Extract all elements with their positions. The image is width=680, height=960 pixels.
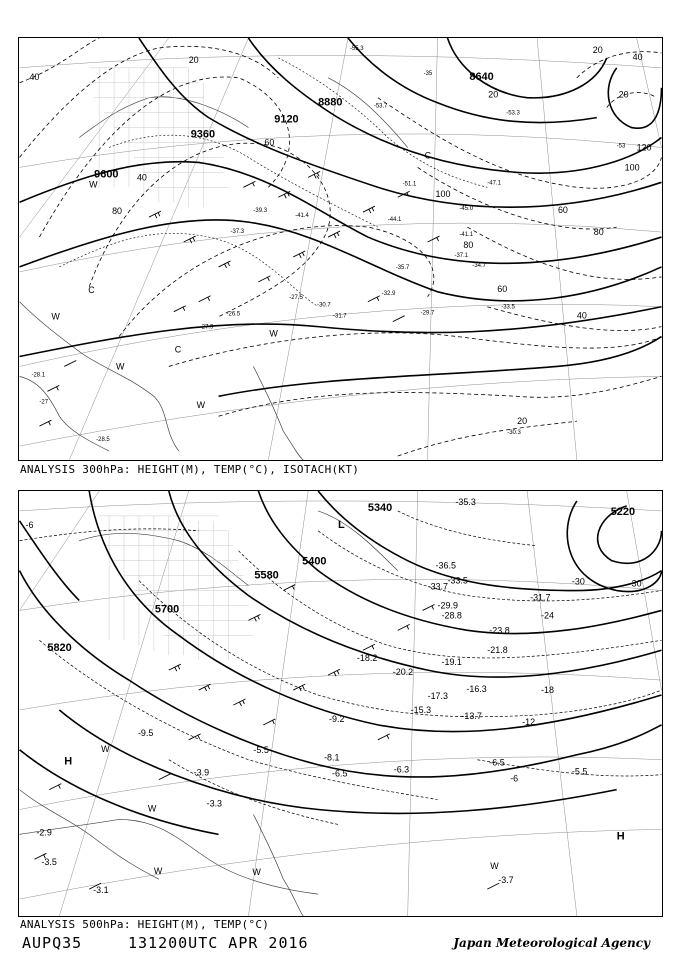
temperature-label: -34.7	[472, 262, 486, 269]
chart-code: AUPQ35	[22, 934, 83, 952]
temperature-label: -33.5	[447, 575, 468, 586]
temperature-label: -6.3	[393, 764, 410, 775]
temperature-label: -18.2	[356, 653, 378, 664]
height-label: 8880	[318, 96, 343, 109]
isotach-label: 100	[435, 189, 451, 200]
temperature-label: -24	[541, 610, 554, 621]
height-label: 8640	[469, 70, 494, 83]
height-label: 5340	[367, 501, 393, 514]
temperature-label: -18	[541, 685, 554, 696]
temperature-label: -28.5	[96, 437, 110, 444]
isotach-label: 20	[618, 89, 629, 100]
temperature-label: -13.7	[461, 710, 482, 721]
temperature-label: -3.7	[498, 875, 514, 886]
temperature-label: -30.7	[317, 302, 331, 309]
temperature-label: -41.4	[295, 213, 309, 220]
low-pressure-mark: L	[338, 518, 345, 531]
temperature-label: -31.7	[333, 313, 347, 320]
temperature-label: -27.9	[199, 324, 214, 331]
cold-center-mark: C	[88, 284, 95, 295]
temperature-label: -21.8	[487, 645, 508, 656]
warm-center-mark: W	[252, 867, 261, 878]
temperature-label: -5.5	[253, 744, 269, 755]
isotach-label: 40	[632, 51, 643, 62]
temperature-label: -23.8	[489, 625, 510, 636]
height-label: 9600	[94, 168, 119, 181]
temperature-label: -37.1	[454, 252, 469, 259]
temperature-label: -5.5	[571, 766, 588, 777]
isotach-label: 120	[636, 142, 652, 153]
temperature-label: -53	[616, 143, 626, 150]
height-label: 9360	[190, 128, 216, 141]
temperature-label: -26.5	[226, 311, 241, 318]
temperature-label: -2.9	[36, 827, 52, 838]
height-label: 5400	[302, 555, 327, 568]
labels-300	[29, 45, 651, 443]
temperature-label: -35	[423, 70, 433, 77]
agency-name: Japan Meteorological Agency	[453, 936, 650, 950]
warm-center-mark: W	[490, 861, 499, 872]
isotach-label: 40	[136, 172, 147, 183]
temperature-label: -6.5	[489, 757, 505, 768]
temperature-label: -35.7	[395, 264, 410, 271]
temperature-label: -17.3	[427, 691, 448, 702]
warm-center-mark: W	[101, 743, 110, 754]
warm-center-mark: W	[269, 328, 278, 339]
temperature-label: -47.1	[487, 180, 501, 187]
height-label: 5220	[610, 505, 636, 518]
temperature-label: -44.1	[387, 217, 402, 224]
graticule-500	[20, 491, 662, 916]
temperature-label: -27.5	[289, 294, 303, 301]
map-500hpa-svg	[19, 491, 662, 916]
labels-500	[25, 497, 641, 895]
temperature-label: -32.9	[381, 290, 396, 297]
warm-center-mark: W	[153, 866, 163, 877]
temperature-label: -3.5	[41, 857, 57, 868]
isotach-label: 80	[463, 240, 474, 251]
warm-center-mark: W	[147, 803, 157, 814]
temperature-label: -6	[510, 773, 519, 784]
temperature-label: -19.1	[441, 657, 462, 668]
terrain-hatch-500	[99, 516, 253, 660]
temperature-label: -6	[25, 519, 34, 530]
temperature-label: -39.3	[253, 208, 268, 215]
warm-center-mark: W	[196, 400, 206, 411]
temperature-label: -53.3	[506, 110, 520, 117]
height-contours-500	[20, 491, 662, 834]
map-300hpa-svg	[19, 38, 662, 460]
cold-center-mark: C	[424, 150, 432, 161]
warm-center-mark: W	[116, 361, 125, 372]
temperature-label: -29.7	[420, 310, 435, 317]
isotach-label: 80	[593, 227, 604, 238]
height-contours-300	[20, 38, 662, 396]
isotach-label: 40	[576, 310, 587, 321]
temperature-label: -30.3	[507, 430, 521, 437]
temperature-label: -8.1	[324, 752, 340, 763]
temperature-label: -15.3	[410, 704, 432, 715]
isotach-label: 20	[592, 44, 603, 55]
temperature-label: -53.7	[373, 103, 388, 110]
temperature-label: -55.3	[349, 45, 364, 52]
temperature-label: -37.3	[230, 229, 245, 236]
caption-500hpa: ANALYSIS 500hPa: HEIGHT(M), TEMP(°C)	[20, 918, 270, 931]
temperature-label: -35.3	[455, 496, 476, 507]
temperature-label: -30	[571, 576, 585, 587]
temperature-label: -45.0	[459, 206, 474, 213]
temperature-label: -41.1	[459, 232, 474, 239]
height-label: 9120	[274, 113, 299, 126]
temperature-label: -6.5	[332, 768, 348, 779]
isotach-label: 40	[29, 71, 40, 82]
isotach-label: 100	[624, 162, 640, 173]
isotach-label: 20	[488, 89, 499, 100]
high-pressure-mark: H	[616, 830, 625, 843]
temperature-label: -33.7	[427, 581, 448, 592]
temperature-label: -12	[522, 716, 536, 727]
temperature-label: -30	[628, 578, 642, 589]
temperature-label: -28.1	[31, 372, 46, 379]
temperature-label: -27	[39, 399, 49, 406]
temperature-label: -3.1	[93, 885, 109, 896]
temperature-label: -16.3	[466, 684, 487, 695]
temperature-label: -33.5	[501, 304, 515, 311]
map-panel-300hpa	[18, 37, 663, 461]
temperature-label: -3.9	[193, 767, 210, 778]
height-label: 5820	[47, 642, 72, 655]
temperature-label: -29.9	[437, 600, 458, 611]
isotach-label: 60	[497, 283, 508, 294]
height-label: 5700	[154, 603, 180, 616]
cold-center-mark: C	[174, 344, 182, 355]
valid-time: 131200UTC APR 2016	[128, 934, 309, 952]
caption-300hpa: ANALYSIS 300hPa: HEIGHT(M), TEMP(°C), ISOTACH(KT)	[20, 463, 360, 476]
temperature-label: -36.5	[435, 560, 456, 571]
isotach-label: 20	[517, 416, 528, 427]
wind-barbs-500	[34, 585, 499, 890]
warm-center-mark: W	[89, 179, 98, 190]
warm-center-mark: W	[51, 311, 60, 322]
temperature-label: -51.1	[402, 181, 417, 188]
wind-barbs-300	[39, 171, 439, 426]
isotach-label: 80	[112, 206, 123, 217]
map-panel-500hpa	[18, 490, 663, 917]
isotach-label: 20	[188, 54, 199, 65]
temperature-label: -3.3	[206, 798, 223, 809]
temperature-label: -20.2	[392, 667, 414, 678]
temperature-label: -9.2	[329, 713, 345, 724]
isotach-label: 60	[557, 205, 568, 216]
high-pressure-mark: H	[64, 755, 73, 768]
isotach-label: 60	[264, 137, 275, 148]
temperature-label: -28.8	[441, 610, 462, 621]
temperature-label: -9.5	[137, 727, 154, 738]
height-label: 5580	[254, 569, 279, 582]
temperature-label: -31.7	[530, 592, 551, 603]
